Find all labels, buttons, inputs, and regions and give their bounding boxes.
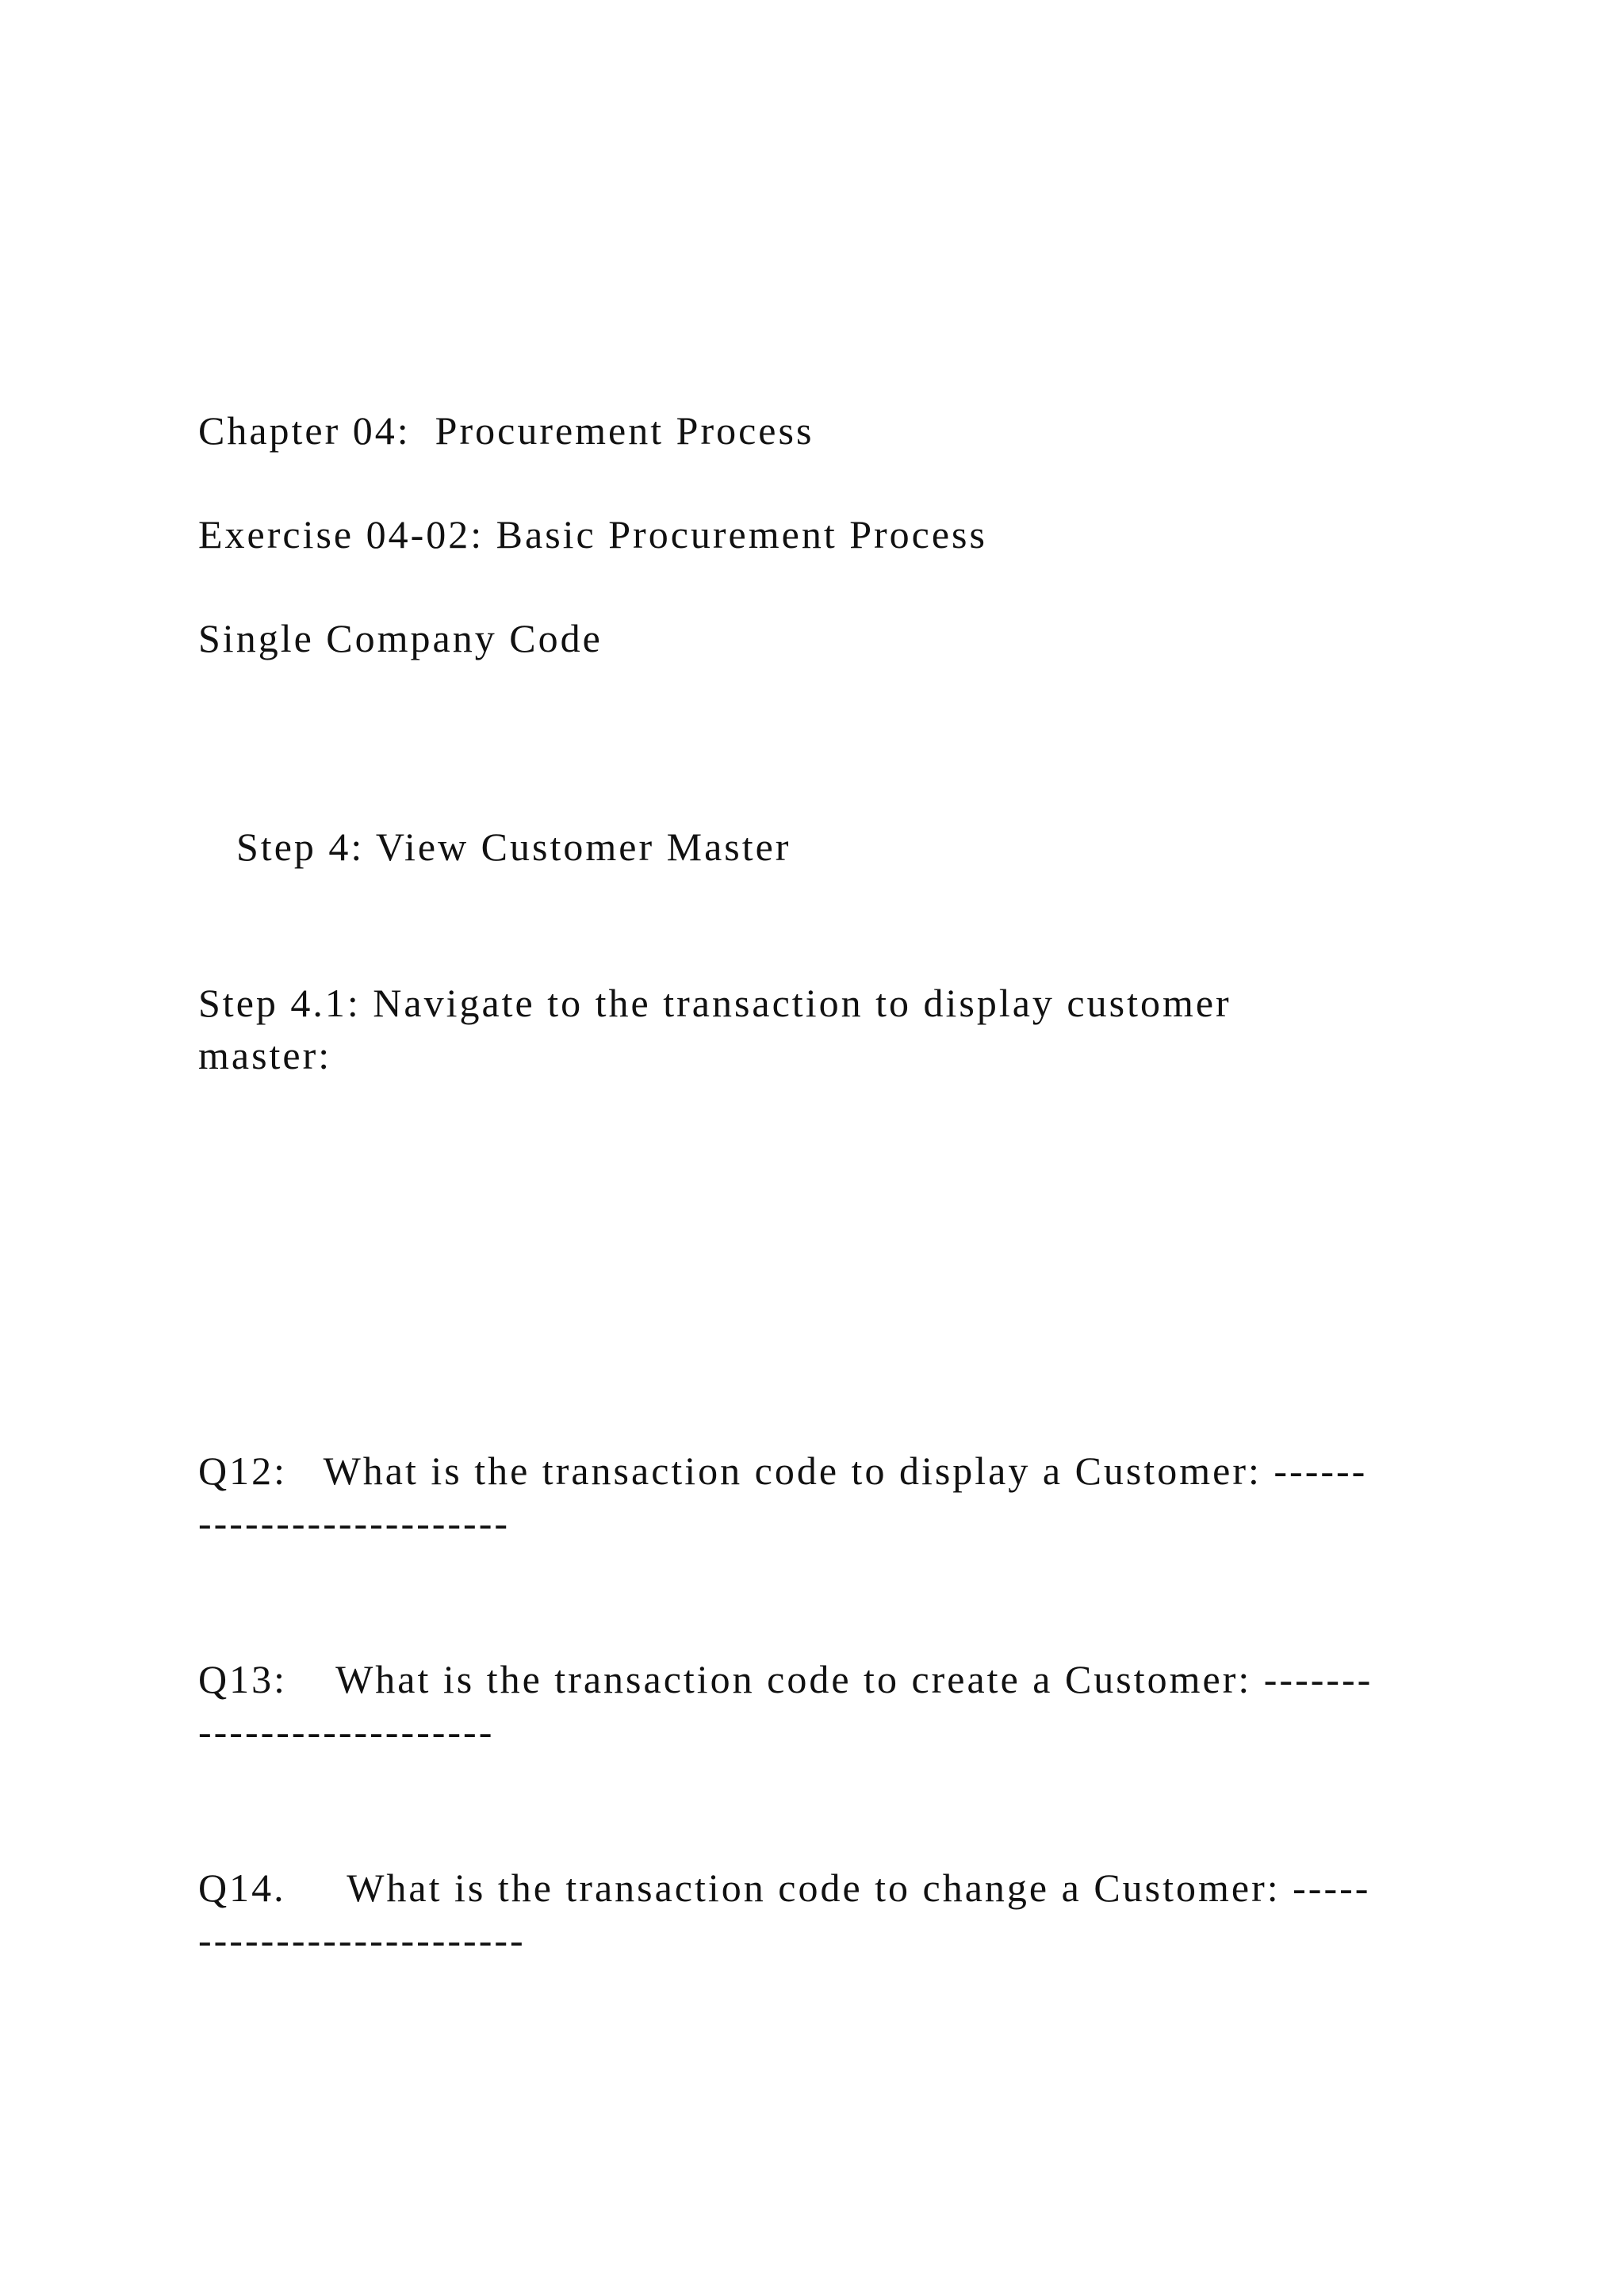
company-code-text: Single Company Code: [198, 616, 603, 660]
step-4-1-line-1: Step 4.1: Navigate to the transaction to display customer: [198, 981, 1231, 1025]
chapter-title: Chapter 04: Procurement Process: [198, 408, 814, 453]
question-q12-line-1: Q12: What is the transaction code to display a Customer: ------: [198, 1448, 1368, 1493]
question-q14-line-1: Q14. What is the transaction code to change a Customer: -----: [198, 1866, 1371, 1910]
step-4-heading: Step 4: View Customer Master: [236, 825, 791, 869]
step-4-1-line-2: master:: [198, 1033, 332, 1077]
question-q12-line-2: --------------------: [198, 1501, 511, 1545]
question-q13-line-1: Q13: What is the transaction code to create a Customer: -------: [198, 1657, 1373, 1701]
question-q13-line-2: -------------------: [198, 1709, 495, 1754]
exercise-title: Exercise 04-02: Basic Procurement Process: [198, 512, 987, 557]
question-q14-line-2: ---------------------: [198, 1918, 526, 1962]
